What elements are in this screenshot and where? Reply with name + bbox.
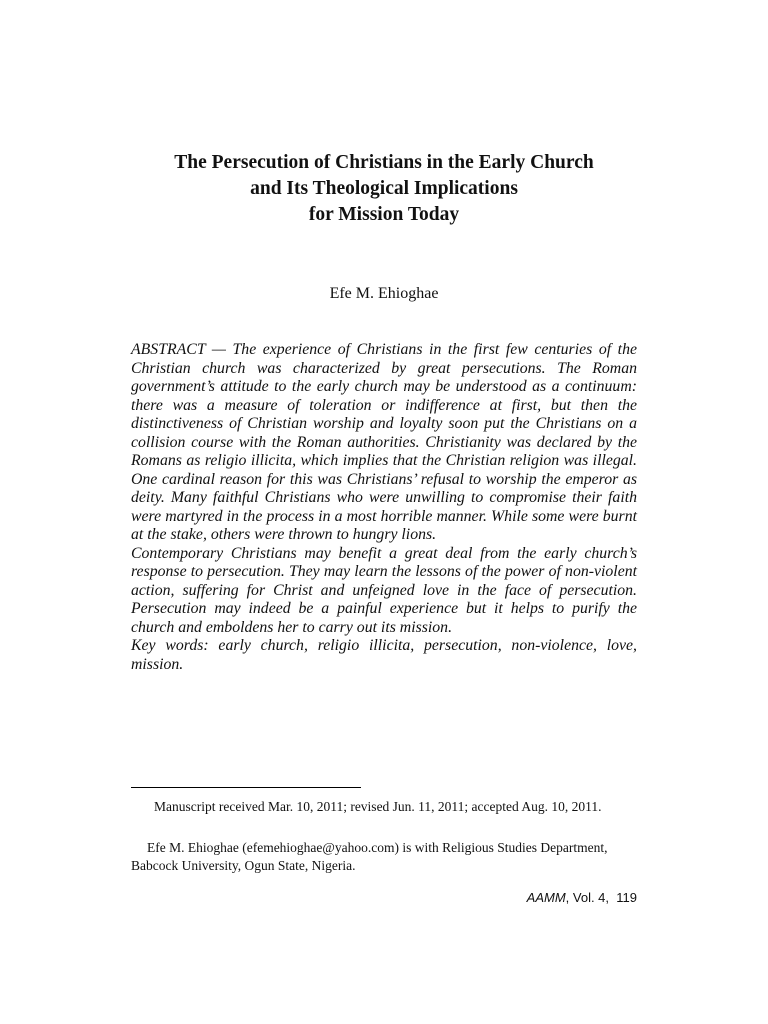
abstract-paragraph-2: Contemporary Christians may benefit a great deal from the early church’s response to persecution. They may learn the lessons of the power of non-violent action, suffering for Christ and unfeigned love in the face of persecution. Persecution may indeed be a painful experience but it helps to purify the church and emboldens her to carry out its mission. [131, 544, 637, 636]
title-line-3: for Mission Today [308, 204, 460, 225]
journal-volume: , Vol. 4, [565, 890, 610, 905]
page-number: 119 [616, 890, 637, 905]
keywords: Key words: early church, religio illicita, persecution, non-violence, love, mission. [131, 637, 637, 673]
footnote-affiliation-text: Efe M. Ehioghae (efemehioghae@yahoo.com) is with Religious Studies Department, Babcock University, Ogun State, Nigeria. [131, 840, 608, 873]
footnote-manuscript-text: Manuscript received Mar. 10, 2011; revised Jun. 11, 2011; accepted Aug. 10, 2011. [154, 799, 602, 814]
paper-title [120, 150, 648, 228]
abstract [131, 341, 637, 674]
title-line-1: The Persecution of Christians in the Early Church [174, 152, 594, 173]
author-name: Efe M. Ehioghae [329, 285, 439, 302]
footnote-rule [131, 787, 361, 788]
abstract-paragraph-1: ABSTRACT — The experience of Christians in the first few centuries of the Christian church was characterized by great persecutions. The Roman government’s attitude to the early church may be understood as a continuum: there was a measure of toleration or indifference at first, but then the distinctiveness of Christian worship and loyalty soon put the Christians on a collision course with the Roman authorities. Christianity was declared by the Romans as religio illicita, which implies that the Christian religion was illegal. One cardinal reason for this was Christians’ refusal to worship the emperor as deity. Many faithful Christians who were unwilling to compromise their faith were martyred in the process in a most horrible manner. While some were burnt at the stake, others were thrown to hungry lions. [131, 341, 637, 543]
page-folio [527, 890, 637, 906]
title-line-2: and Its Theological Implications [250, 178, 518, 199]
footnote-affiliation [131, 839, 637, 874]
footnote-manuscript [131, 798, 637, 816]
journal-name: AAMM [526, 890, 566, 905]
